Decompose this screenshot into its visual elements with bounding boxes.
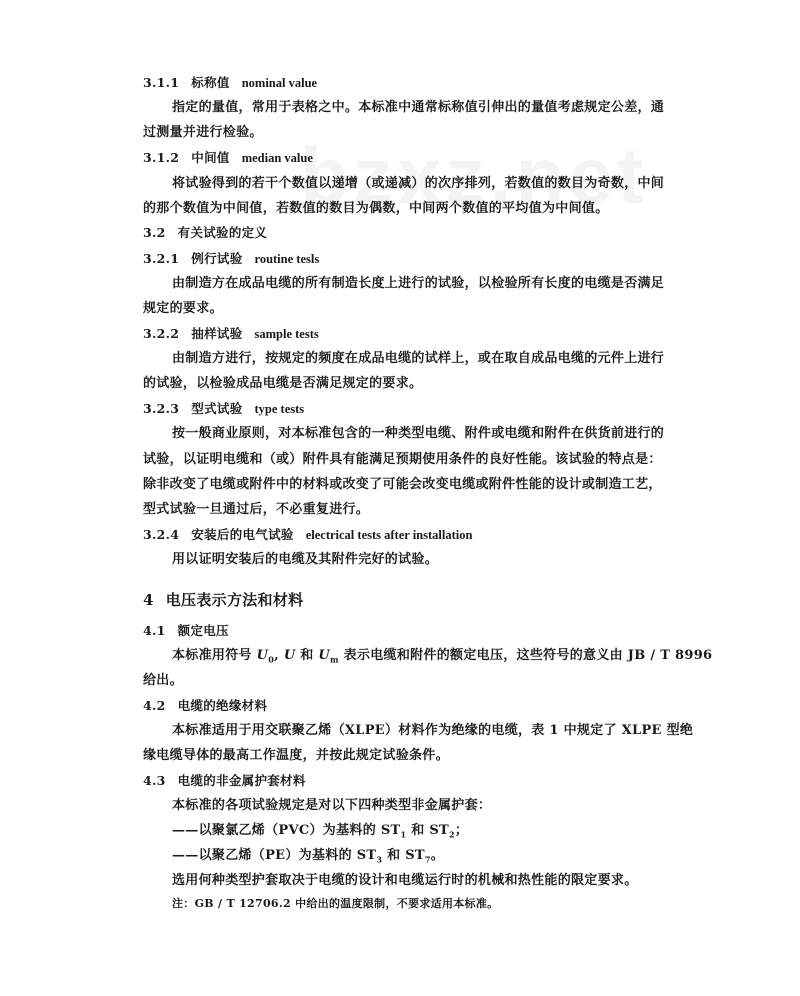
paragraph-line: 由制造方在成品电缆的所有制造长度上进行的试验，以检验所有长度的电缆是否满足 [172,276,665,291]
paragraph-line: 指定的量值，常用于表格之中。本标准中通常标称值引伸出的量值考虑规定公差，通 [172,100,665,115]
section-title: 有关试验的定义 [177,225,268,240]
text-run: 和 ST [406,823,449,838]
section-title-en: routine tesls [254,252,320,266]
section-title: 电缆的非金属护套材料 [177,773,306,788]
section-number: 3.2.2 [143,326,180,341]
text-run: ——以聚氯乙烯（PVC）为基料的 ST [172,823,401,838]
section-number: 3.2.3 [143,401,180,416]
section-number: 4.1 [143,623,166,638]
text-run: 。 [430,848,445,863]
paragraph-line: 由制造方进行，按规定的频度在成品电缆的试样上，或在取自成品电缆的元件上进行 [172,351,665,366]
section-number: 4.2 [143,698,166,713]
section-title: 抽样试验 [191,326,243,341]
section-title: 例行试验 [191,251,243,266]
subscript: 2 [449,829,455,840]
section-title-en: nominal value [241,76,318,90]
section-number: 3.2 [143,225,166,240]
section-title: 电缆的绝缘材料 [177,698,268,713]
paragraph-line: 用以证明安装后的电缆及其附件完好的试验。 [172,552,439,567]
list-item [172,848,444,868]
subscript: 0 [268,654,275,665]
paragraph-line [172,648,712,668]
paragraph-line: 规定的要求。 [143,301,223,316]
section-title: 额定电压 [177,623,229,638]
paragraph-line: 型式试验一旦通过后，不必重复进行。 [143,502,370,517]
heading-4 [143,591,303,610]
heading-4-3 [143,773,306,789]
symbol: U [256,648,269,663]
section-title: 中间值 [191,150,230,165]
subscript: 1 [400,829,407,840]
section-number: 3.2.4 [143,527,180,542]
section-title-en: sample tests [254,327,319,341]
text-run: 表示电缆和附件的额定电压，这些符号的意义由 JB / T 8996 [338,648,713,663]
list-item [172,823,468,843]
paragraph-line: 本标准的各项试验规定是对以下四种类型非金属护套： [172,798,492,813]
paragraph-line: 给出。 [143,673,183,688]
section-title: 标称值 [191,75,230,90]
paragraph-line: 的试验，以检验成品电缆是否满足规定的要求。 [143,376,423,391]
note: 注：GB / T 12706.2 中给出的温度限制，不要求适用本标准。 [172,897,499,910]
section-number: 4 [143,591,154,609]
section-title: 型式试验 [191,401,243,416]
heading-3-2-4 [143,527,472,543]
section-number: 3.1.2 [143,150,180,165]
heading-3-1-2 [143,150,313,166]
text-run: 和 [295,648,319,663]
section-title-en: median value [241,151,313,165]
paragraph-line: 本标准适用于用交联聚乙烯（XLPE）材料作为绝缘的电缆，表 1 中规定了 XLPE 型绝 [172,723,694,738]
section-title-en: electrical tests after installation [305,528,473,542]
paragraph-line: 选用何种类型护套取决于电缆的设计和电缆运行时的机械和热性能的限定要求。 [172,873,638,888]
section-title-en: type tests [254,402,305,416]
text-run: , [274,648,284,663]
section-number: 3.2.1 [143,251,180,266]
section-number: 3.1.1 [143,75,180,90]
section-title: 安装后的电气试验 [191,527,294,542]
paragraph-line: 缘电缆导体的最高工作温度，并按此规定试验条件。 [143,748,449,763]
text-run: ——以聚乙烯（PE）为基料的 ST [172,848,377,863]
paragraph-line: 将试验得到的若干个数值以递增（或递减）的次序排列，若数值的数目为奇数，中间 [172,176,665,191]
symbol-um: U [318,648,331,663]
heading-4-1 [143,623,229,639]
text-run: 本标准用符号 [172,648,257,663]
subscript: m [330,654,339,665]
heading-4-2 [143,698,267,714]
heading-3-1-1 [143,75,317,91]
paragraph-line: 除非改变了电缆或附件中的材料或改变了可能会改变电缆或附件性能的设计或制造工艺， [143,477,662,492]
symbol-u: U [283,648,296,663]
text-run: 和 ST [382,848,425,863]
section-number: 4.3 [143,773,166,788]
subscript: 7 [424,854,431,865]
paragraph-line: 过测量并进行检验。 [143,125,263,140]
symbol-u0 [257,648,269,663]
paragraph-line: 试验，以证明电缆和（或）附件具有能满足预期使用条件的良好性能。该试验的特点是： [143,452,662,467]
text-run: ； [454,823,469,838]
subscript: 3 [376,854,383,865]
heading-3-2-1 [143,251,319,267]
paragraph-line: 的那个数值为中间值，若数值的数目为偶数，中间两个数值的平均值为中间值。 [143,201,609,216]
section-title: 电压表示方法和材料 [165,591,304,609]
paragraph-line: 按一般商业原则，对本标准包含的一种类型电缆、附件或电缆和附件在供货前进行的 [172,426,665,441]
heading-3-2-2 [143,326,319,342]
heading-3-2 [143,225,267,241]
heading-3-2-3 [143,401,304,417]
